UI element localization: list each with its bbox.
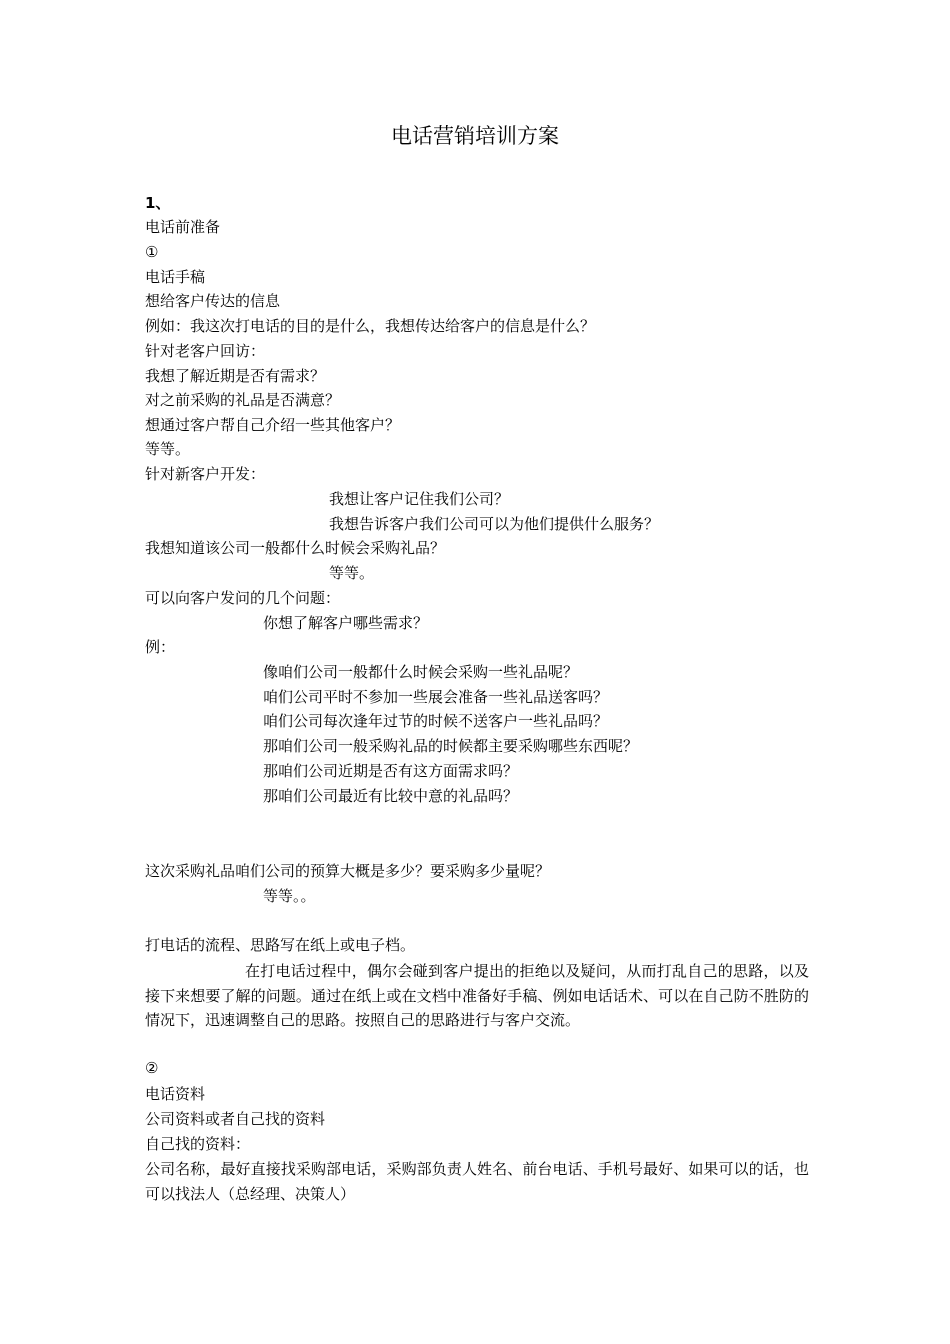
list-item: 我想了解近期是否有需求？ <box>145 367 326 385</box>
item-subtitle-1: 想给客户传达的信息 <box>145 292 281 310</box>
list-item: 对之前采购的礼品是否满意？ <box>145 391 341 409</box>
item-name-2: 电话资料 <box>145 1085 206 1103</box>
list-item: 我想让客户记住我们公司？ <box>329 490 510 508</box>
list-item: 像咱们公司一般都什么时候会采购一些礼品呢？ <box>263 663 579 681</box>
list-item: 等等。 <box>145 440 191 458</box>
old-clients-label: 针对老客户回访： <box>145 342 266 360</box>
process-paragraph: 在打电话过程中，偶尔会碰到客户提出的拒绝以及疑问，从而打乱自己的思路，以及接下来想要了解的问题。通过在纸上或在文档中准备好手稿、例如电话话术、可以在自己防不胜防的情况下，迅速调整自己的思路。按照自己的思路进行与客户交流。 <box>145 962 809 1029</box>
own-material-paragraph: 公司名称，最好直接找采购部电话，采购部负责人姓名、前台电话、手机号最好、如果可以的话，也可以找法人（总经理、决策人） <box>145 1160 809 1203</box>
item-name-1: 电话手稿 <box>145 268 206 286</box>
new-clients-label: 针对新客户开发： <box>145 465 266 483</box>
list-item: 那咱们公司近期是否有这方面需求吗？ <box>263 762 519 780</box>
section-heading: 电话前准备 <box>145 218 221 236</box>
list-item: 我想告诉客户我们公司可以为他们提供什么服务？ <box>329 515 660 533</box>
questions-label: 可以向客户发问的几个问题： <box>145 589 341 607</box>
list-item: 那咱们公司一般采购礼品的时候都主要采购哪些东西呢？ <box>263 737 639 755</box>
list-item: 那咱们公司最近有比较中意的礼品吗？ <box>263 787 519 805</box>
document-title: 电话营销培训方案 <box>391 124 559 148</box>
list-item: 等等。 <box>329 564 375 582</box>
example-label: 例： <box>145 638 176 656</box>
process-line: 打电话的流程、思路写在纸上或电子档。 <box>145 936 416 954</box>
list-item: 咱们公司平时不参加一些展会准备一些礼品送客吗？ <box>263 688 609 706</box>
section-number: 1、 <box>145 194 171 212</box>
example-line: 例如：我这次打电话的目的是什么，我想传达给客户的信息是什么？ <box>145 317 596 335</box>
budget-question: 这次采购礼品咱们公司的预算大概是多少？要采购多少量呢？ <box>145 862 551 880</box>
list-item: 咱们公司每次逢年过节的时候不送客户一些礼品吗？ <box>263 712 609 730</box>
list-item: 想通过客户帮自己介绍一些其他客户？ <box>145 416 401 434</box>
list-item: 我想知道该公司一般都什么时候会采购礼品？ <box>145 539 446 557</box>
budget-etc: 等等。。 <box>263 887 316 905</box>
item-marker-1: ① <box>145 243 159 261</box>
questions-need: 你想了解客户哪些需求？ <box>263 614 429 632</box>
own-material-label: 自己找的资料： <box>145 1135 251 1153</box>
item-subtitle-2: 公司资料或者自己找的资料 <box>145 1110 326 1128</box>
item-marker-2: ② <box>145 1059 159 1077</box>
